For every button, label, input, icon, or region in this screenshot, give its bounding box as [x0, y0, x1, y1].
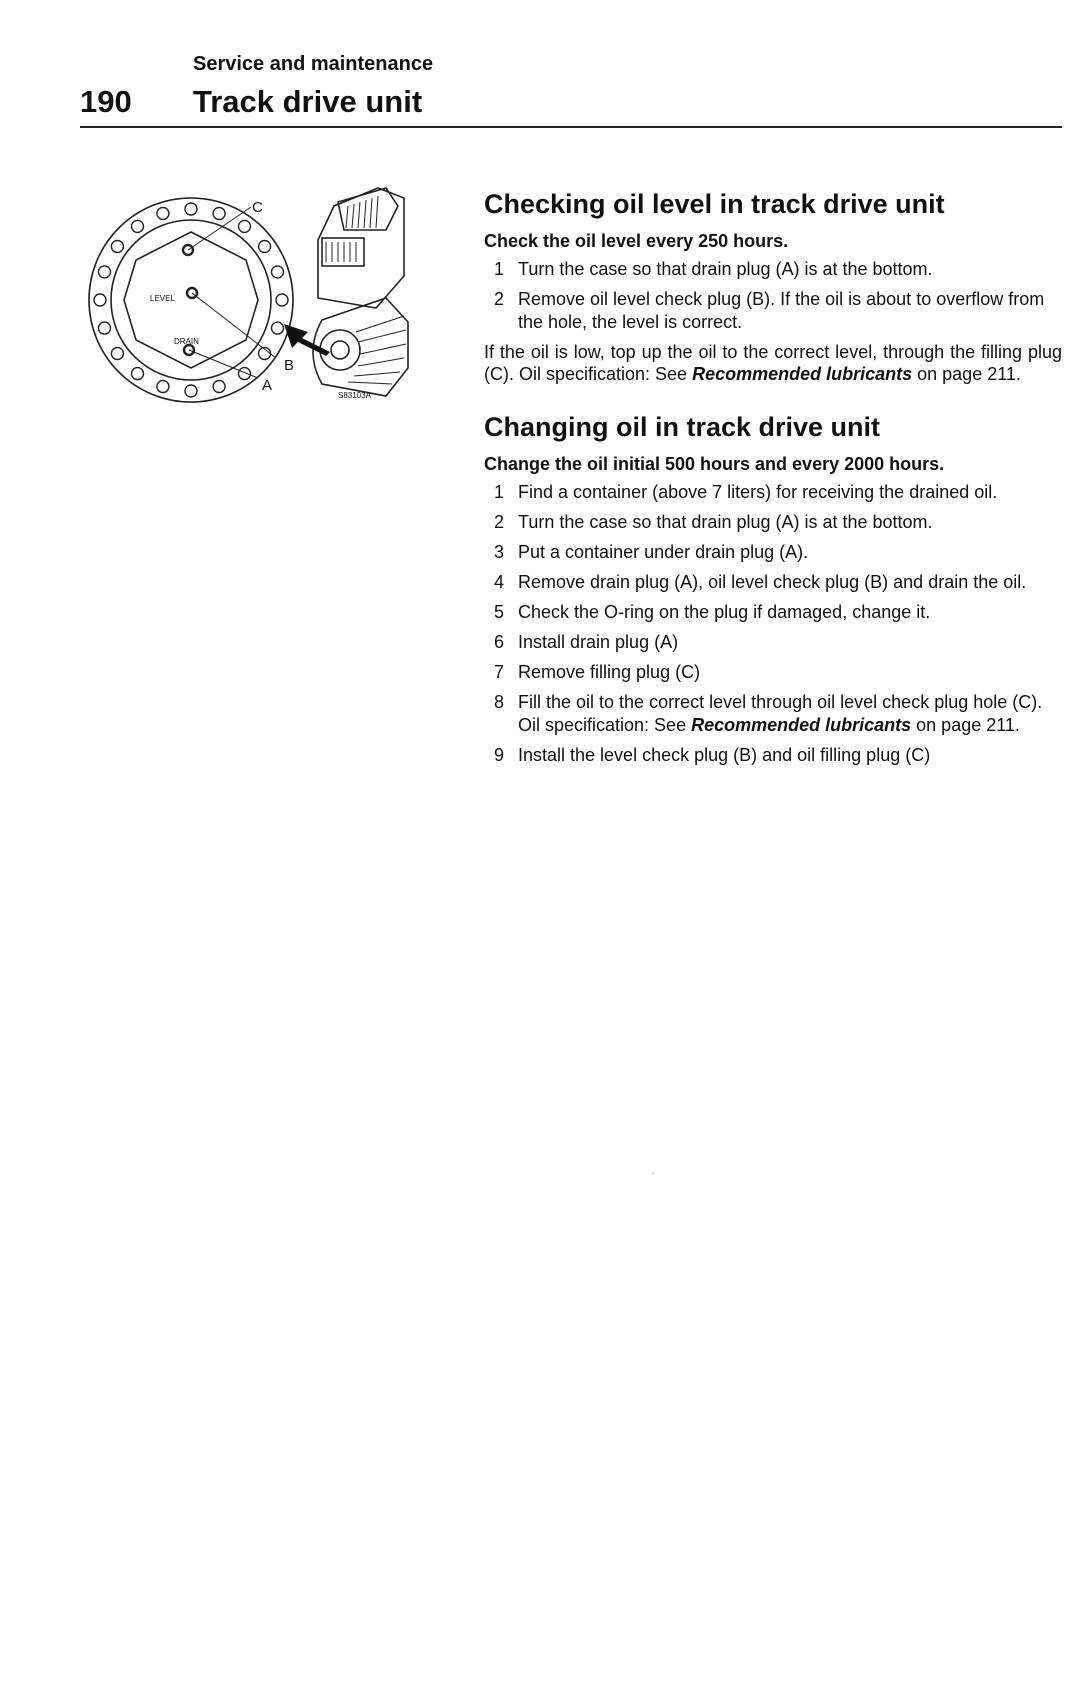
machine-body: [318, 188, 404, 308]
bolt-hole: [132, 220, 144, 232]
changing-step: 3 Put a container under drain plug (A).: [494, 542, 809, 562]
changing-step: 2 Turn the case so that drain plug (A) is at the bottom.: [494, 512, 933, 532]
label-b: B: [284, 357, 295, 374]
bolt-hole: [213, 381, 225, 393]
bolt-hole: [276, 294, 288, 306]
label-level: LEVEL: [150, 294, 175, 303]
checking-steps: [484, 258, 1062, 334]
label-drain: DRAIN: [174, 337, 199, 346]
label-a: A: [262, 377, 273, 394]
checking-interval: Check the oil level every 250 hours.: [484, 231, 789, 251]
bolt-hole: [272, 322, 284, 334]
page-number: 190: [80, 84, 132, 119]
changing-step: 1 Find a container (above 7 liters) for receiving the drained oil.: [494, 482, 998, 502]
changing-step: 9 Install the level check plug (B) and oil filling plug (C): [494, 745, 931, 765]
bolt-hole: [185, 203, 197, 215]
lubricants-reference: Recommended lubricants: [692, 364, 913, 384]
track-drive-illustration: [86, 182, 438, 434]
bolt-hole: [272, 266, 284, 278]
label-c: C: [252, 199, 263, 216]
changing-step: 6 Install drain plug (A): [494, 632, 679, 652]
checking-step: 1 Turn the case so that drain plug (A) is at the bottom.: [494, 259, 933, 279]
hub-outer-ring: [89, 198, 293, 402]
header-divider: [80, 126, 1062, 128]
bolt-hole: [99, 322, 111, 334]
track-drive-diagram: [86, 182, 438, 434]
content-column: [484, 188, 1062, 774]
bolt-hole: [94, 294, 106, 306]
scan-speck: [652, 1173, 654, 1174]
bolt-hole: [157, 381, 169, 393]
checking-note: If the oil is low, top up the oil to the correct level, through the filling plug (C). Oil specification: See Recommended lubricants on page 211.: [484, 342, 1062, 384]
bolt-hole: [111, 348, 123, 360]
changing-step: 7 Remove filling plug (C): [494, 662, 701, 682]
bolt-hole: [239, 220, 251, 232]
changing-step: 5 Check the O-ring on the plug if damaged, change it.: [494, 602, 931, 622]
bolt-hole: [259, 241, 271, 253]
bolt-hole: [132, 368, 144, 380]
page-title: Track drive unit: [193, 84, 423, 119]
lubricants-reference: Recommended lubricants: [691, 715, 912, 735]
section-label: Service and maintenance: [193, 53, 434, 75]
changing-steps: [484, 481, 1062, 767]
changing-heading: Changing oil in track drive unit: [484, 412, 881, 442]
bolt-hole: [213, 208, 225, 220]
checking-heading: Checking oil level in track drive unit: [484, 189, 945, 219]
figure-code: S83103A: [338, 391, 371, 400]
changing-interval: Change the oil initial 500 hours and every 2000 hours.: [484, 454, 945, 474]
hub-inner-ring: [111, 220, 271, 380]
bolt-hole: [157, 208, 169, 220]
bolt-hole: [99, 266, 111, 278]
bolt-hole: [239, 368, 251, 380]
changing-step: 8 Fill the oil to the correct level through oil level check plug hole (C). Oil specification: See Recommended lubricants on page 211.: [494, 692, 1043, 735]
changing-step: 4 Remove drain plug (A), oil level check plug (B) and drain the oil.: [494, 572, 1027, 592]
bolt-hole: [185, 385, 197, 397]
checking-step: 2 Remove oil level check plug (B). If the oil is about to overflow from the hole, the level is correct.: [494, 289, 1045, 332]
bolt-hole: [111, 241, 123, 253]
